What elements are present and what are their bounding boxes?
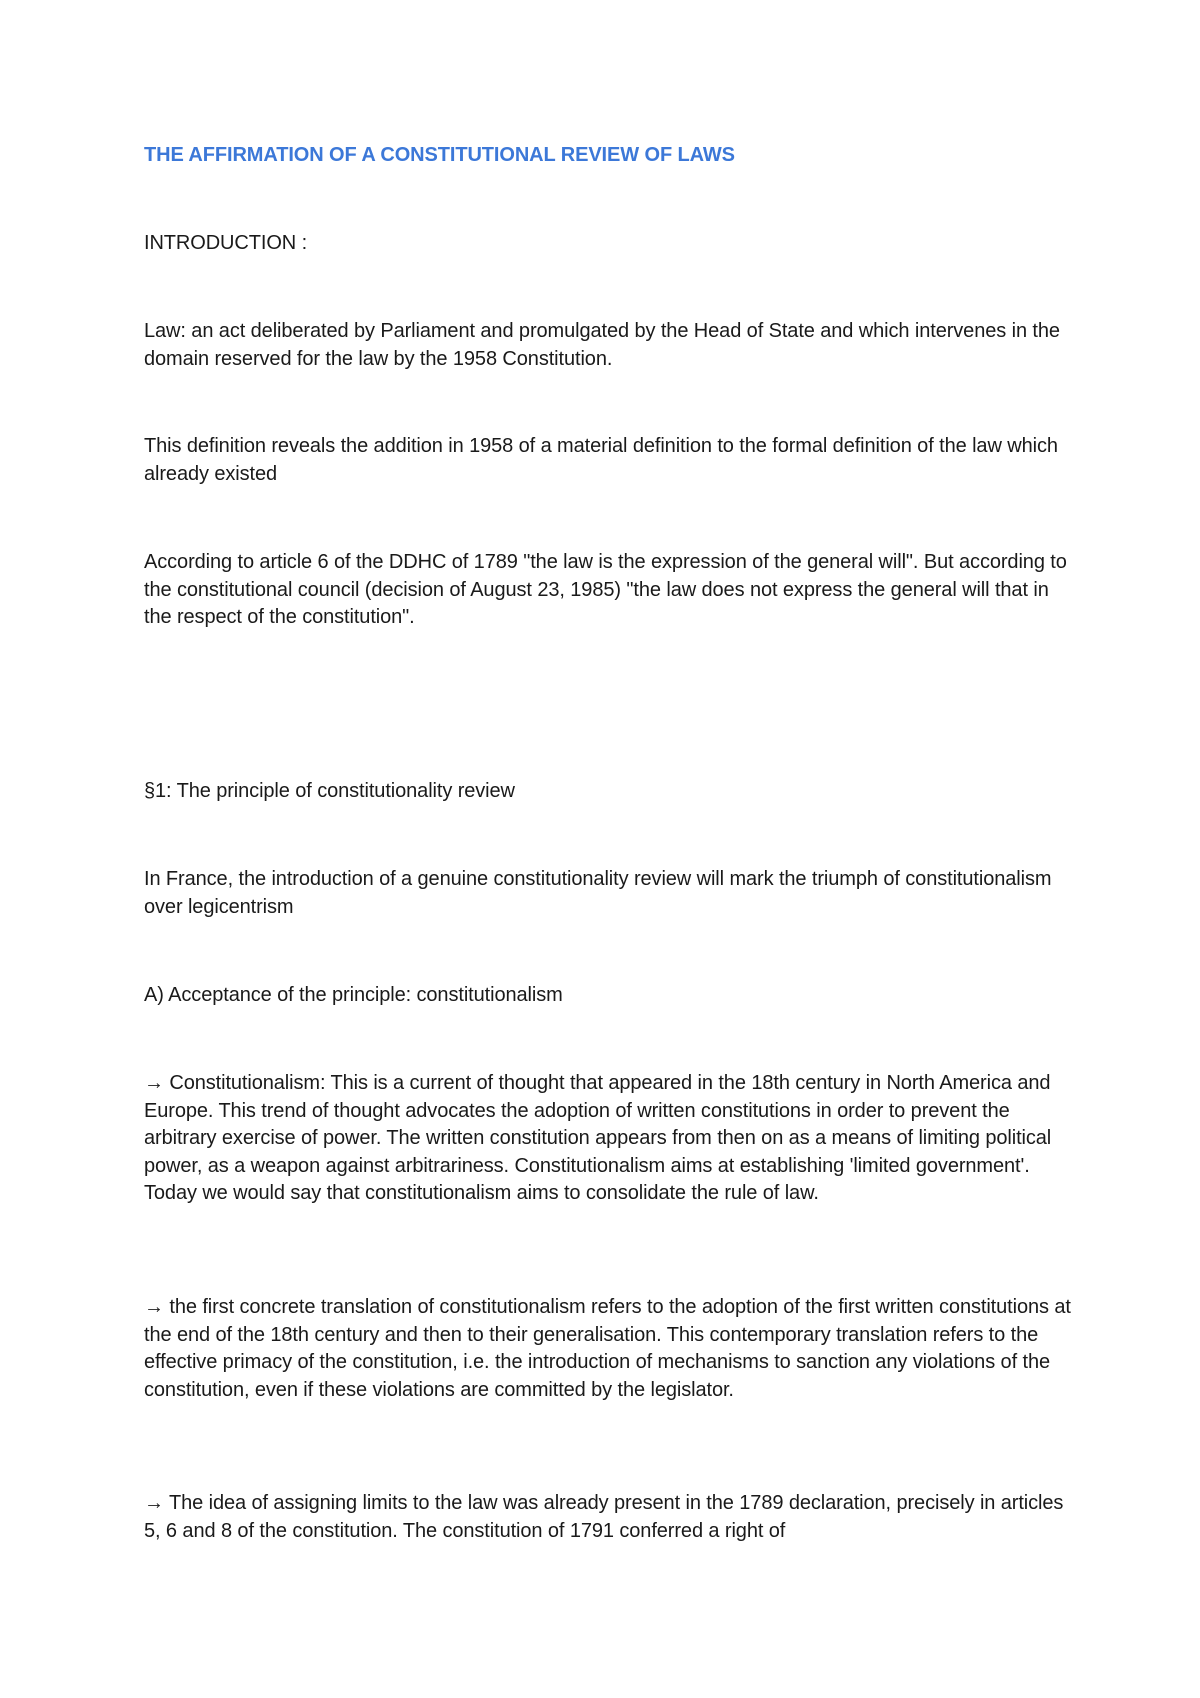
subsection-a-heading: A) Acceptance of the principle: constitutionalism — [144, 984, 563, 1006]
paragraph-ddhc-article-6: According to article 6 of the DDHC of 1789 "the law is the expression of the general will". But according to the constitutional council (decision of August 23, 1985) "the law does not express the general will that in the respect of the constitution". — [144, 551, 1067, 629]
paragraph-constitutionalism: → Constitutionalism: This is a current of thought that appeared in the 18th century in North America and Europe. This trend of thought advocates the adoption of written constitutions in order to prevent the arbitrary exercise of power. The written constitution appears from then on as a means of limiting political power, as a weapon against arbitrariness. Constitutionalism aims at establishing 'limited government'. Today we would say that constitutionalism aims to consolidate the rule of law. — [144, 1072, 1052, 1205]
paragraph-limits-to-law: → The idea of assigning limits to the law was already present in the 1789 declaration, precisely in articles 5, 6 and 8 of the constitution. The constitution of 1791 conferred a right of — [144, 1492, 1064, 1542]
document-title: THE AFFIRMATION OF A CONSTITUTIONAL REVIEW OF LAWS — [144, 144, 735, 166]
paragraph-material-definition: This definition reveals the addition in 1958 of a material definition to the formal definition of the law which already existed — [144, 435, 1058, 485]
section-1-heading: §1: The principle of constitutionality review — [144, 780, 515, 802]
intro-heading: INTRODUCTION : — [144, 232, 308, 254]
paragraph-law-definition: Law: an act deliberated by Parliament and promulgated by the Head of State and which intervenes in the domain reserved for the law by the 1958 Constitution. — [144, 320, 1060, 370]
paragraph-france-constitutionality: In France, the introduction of a genuine constitutionality review will mark the triumph of constitutionalism over legicentrism — [144, 868, 1052, 918]
paragraph-first-translation: → the first concrete translation of constitutionalism refers to the adoption of the first written constitutions at the end of the 18th century and then to their generalisation. This contemporary translation refers to the effective primacy of the constitution, i.e. the introduction of mechanisms to sanction any violations of the constitution, even if these violations are committed by the legislator. — [144, 1296, 1071, 1401]
